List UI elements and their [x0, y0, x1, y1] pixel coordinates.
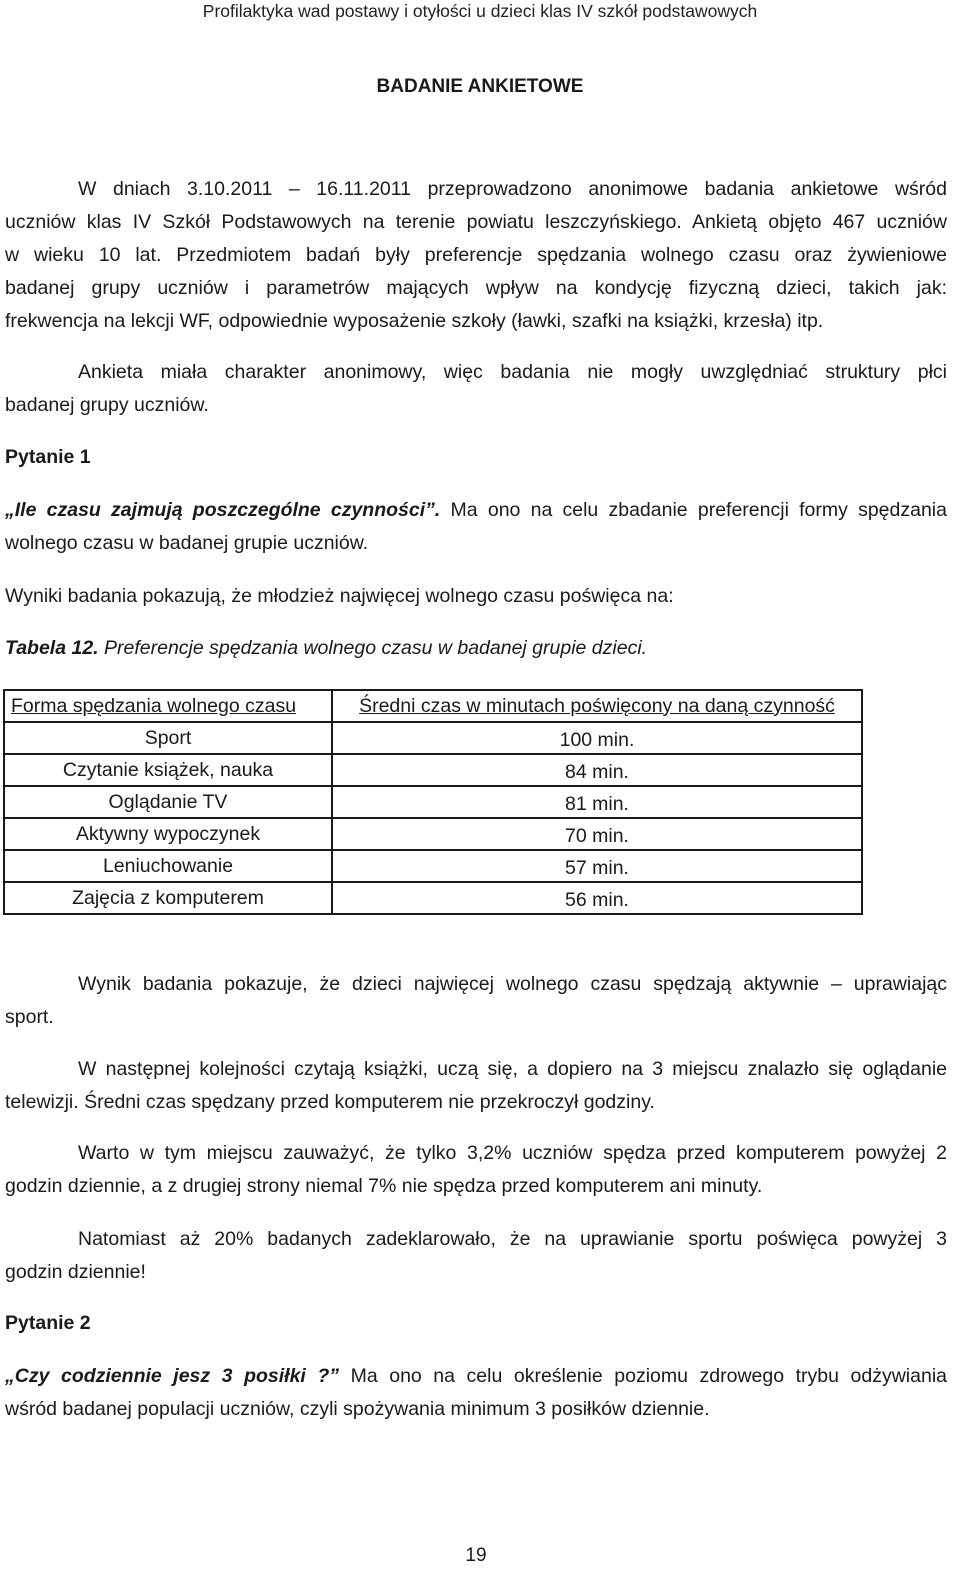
result-paragraph-2 [5, 1053, 947, 1119]
p1-line-1: Wynik badania pokazuje, że dzieci najwięcej wolnego czasu spędzają aktywnie – uprawiając [78, 973, 947, 995]
table-cell-time: 56 min. [332, 882, 862, 914]
result-paragraph-1 [5, 968, 947, 1034]
table-cell-activity: Zajęcia z komputerem [4, 882, 332, 914]
question-1-paragraph [5, 494, 947, 560]
table-cell-activity: Leniuchowanie [4, 850, 332, 882]
p4-line-1: Natomiast aż 20% badanych zadeklarowało, że na uprawianie sportu poświęca powyżej 3 [78, 1228, 947, 1250]
p2-line-2: telewizji. Średni czas spędzany przed komputerem nie przekroczył godziny. [5, 1091, 655, 1113]
anon-line-1: Ankieta miała charakter anonimowy, więc badania nie mogły uwzględniać struktury płci [78, 361, 947, 383]
table-row [4, 850, 862, 882]
intro-line-4: badanej grupy uczniów i parametrów mających wpływ na kondycję fizyczną dzieci, takich jak: [5, 277, 947, 299]
free-time-table [3, 689, 863, 915]
table-cell-activity: Oglądanie TV [4, 786, 332, 818]
table-cell-time: 100 min. [332, 722, 862, 754]
running-header: Profilaktyka wad postawy i otyłości u dzieci klas IV szkół podstawowych [202, 1, 758, 21]
question-1-desc-1: Ma ono na celu zbadanie preferencji formy spędzania [440, 499, 947, 521]
question-1-text: „Ile czasu zajmują poszczególne czynności”. [5, 499, 441, 521]
p1-line-2: sport. [5, 1006, 54, 1028]
table-row [4, 722, 862, 754]
page-number: 19 [465, 1545, 487, 1566]
anonymity-paragraph [5, 356, 947, 422]
table-cell-time: 84 min. [332, 754, 862, 786]
table-cell-activity: Czytanie książek, nauka [4, 754, 332, 786]
table-row [4, 882, 862, 914]
table-row [4, 754, 862, 786]
question-2-paragraph [5, 1360, 947, 1426]
table-cell-time: 57 min. [332, 850, 862, 882]
p3-line-1: Warto w tym miejscu zauważyć, że tylko 3,2% uczniów spędza przed komputerem powyżej 2 [78, 1142, 947, 1164]
table-caption [5, 632, 947, 665]
p2-line-1: W następnej kolejności czytają książki, uczą się, a dopiero na 3 miejscu znalazło się oglądanie [78, 1058, 947, 1080]
table-header-activity: Forma spędzania wolnego czasu [4, 690, 332, 722]
table-cell-activity: Sport [4, 722, 332, 754]
intro-line-1: W dniach 3.10.2011 – 16.11.2011 przeprowadzono anonimowe badania ankietowe wśród [78, 178, 947, 200]
table-caption-label: Tabela 12. [5, 637, 99, 659]
table-row [4, 786, 862, 818]
table-row [4, 818, 862, 850]
table-cell-time: 81 min. [332, 786, 862, 818]
intro-line-5: frekwencja na lekcji WF, odpowiednie wyposażenie szkoły (ławki, szafki na książki, krzesła) itp. [5, 310, 824, 332]
results-intro: Wyniki badania pokazują, że młodzież najwięcej wolnego czasu poświęca na: [5, 585, 674, 607]
p3-line-2: godzin dziennie, a z drugiej strony niemal 7% nie spędza przed komputerem ani minuty. [5, 1175, 763, 1197]
question-2-heading: Pytanie 2 [5, 1312, 91, 1334]
table-cell-time: 70 min. [332, 818, 862, 850]
question-1-heading: Pytanie 1 [5, 446, 91, 468]
question-2-desc-1: Ma ono na celu określenie poziomu zdrowego trybu odżywiania [339, 1365, 947, 1387]
p4-line-2: godzin dziennie! [5, 1261, 146, 1283]
intro-line-3: w wieku 10 lat. Przedmiotem badań były preferencje spędzania wolnego czasu oraz żywieniowe [5, 244, 947, 266]
table-caption-text: Preferencje spędzania wolnego czasu w badanej grupie dzieci. [98, 637, 648, 659]
intro-line-2: uczniów klas IV Szkół Podstawowych na terenie powiatu leszczyńskiego. Ankietą objęto 467 uczniów [5, 211, 947, 233]
question-2-text: „Czy codziennie jesz 3 posiłki ?” [5, 1365, 340, 1387]
result-paragraph-4 [5, 1223, 947, 1289]
question-2-desc-2: wśród badanej populacji uczniów, czyli spożywania minimum 3 posiłków dziennie. [5, 1398, 710, 1420]
table-header-row [4, 690, 862, 722]
result-paragraph-3 [5, 1137, 947, 1203]
section-title: BADANIE ANKIETOWE [376, 76, 584, 97]
question-1-desc-2: wolnego czasu w badanej grupie uczniów. [5, 532, 369, 554]
table-cell-activity: Aktywny wypoczynek [4, 818, 332, 850]
anon-line-2: badanej grupy uczniów. [5, 394, 209, 416]
table-header-time: Średni czas w minutach poświęcony na daną czynność [332, 690, 862, 722]
intro-paragraph [5, 173, 947, 338]
